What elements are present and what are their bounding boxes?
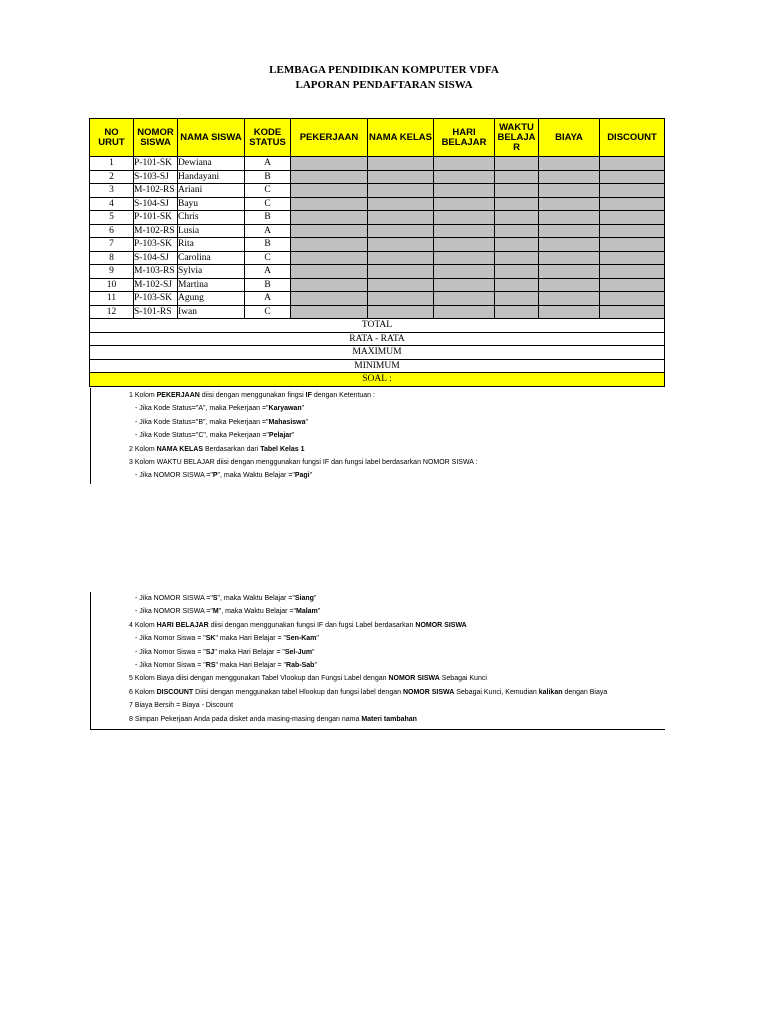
cell-biaya[interactable] <box>539 224 600 238</box>
cell-biaya[interactable] <box>539 197 600 211</box>
cell-hari-belajar[interactable] <box>434 170 495 184</box>
cell-nama-siswa[interactable]: Sylvia <box>178 265 245 279</box>
cell-no-urut[interactable]: 10 <box>90 278 134 292</box>
cell-nomor-siswa[interactable]: M-102-RS <box>134 224 178 238</box>
table-row <box>90 184 665 198</box>
average-label: RATA - RATA <box>90 332 665 346</box>
cell-discount[interactable] <box>600 211 665 225</box>
cell-nomor-siswa[interactable]: M-103-RS <box>134 265 178 279</box>
cell-waktu-belajar[interactable] <box>495 224 539 238</box>
instruction-line: 3 Kolom WAKTU BELAJAR diisi dengan menggunakan fungsi IF dan fungsi label berdasarkan NOMOR SISWA : <box>129 459 478 466</box>
cell-nama-siswa[interactable]: Handayani <box>178 170 245 184</box>
instructions-block <box>90 388 665 484</box>
minimum-row <box>90 359 665 373</box>
cell-pekerjaan[interactable] <box>291 157 368 171</box>
cell-nama-siswa[interactable]: Ariani <box>178 184 245 198</box>
cell-nama-siswa[interactable]: Chris <box>178 211 245 225</box>
cell-waktu-belajar[interactable] <box>495 238 539 252</box>
cell-waktu-belajar[interactable] <box>495 211 539 225</box>
table-row <box>90 211 665 225</box>
cell-nomor-siswa[interactable]: M-102-SJ <box>134 278 178 292</box>
cell-hari-belajar[interactable] <box>434 211 495 225</box>
cell-nama-kelas[interactable] <box>368 265 434 279</box>
cell-discount[interactable] <box>600 265 665 279</box>
col-header-nama-siswa: NAMA SISWA <box>178 119 245 157</box>
cell-nama-siswa[interactable]: Rita <box>178 238 245 252</box>
cell-kode-status[interactable]: B <box>245 170 291 184</box>
page-title: LEMBAGA PENDIDIKAN KOMPUTER VDFA <box>269 64 499 76</box>
cell-nomor-siswa[interactable]: P-101-SK <box>134 157 178 171</box>
cell-nomor-siswa[interactable]: S-104-SJ <box>134 251 178 265</box>
cell-nama-kelas[interactable] <box>368 157 434 171</box>
cell-nama-siswa[interactable]: Martina <box>178 278 245 292</box>
instruction-line: - Jika NOMOR SISWA ="P", maka Waktu Belajar ="Pagi" <box>135 472 313 480</box>
cell-no-urut[interactable]: 12 <box>90 305 134 319</box>
cell-discount[interactable] <box>600 251 665 265</box>
cell-nama-siswa[interactable]: Bayu <box>178 197 245 211</box>
cell-nama-kelas[interactable] <box>368 238 434 252</box>
cell-hari-belajar[interactable] <box>434 251 495 265</box>
instruction-line: - Jika Nomor Siswa = "SJ" maka Hari Belajar = "Sel-Jum" <box>135 648 315 656</box>
instruction-line: 8 Simpan Pekerjaan Anda pada disket anda masing-masing dengan nama Materi tambahan <box>129 715 417 723</box>
cell-kode-status[interactable]: C <box>245 251 291 265</box>
cell-biaya[interactable] <box>539 305 600 319</box>
cell-pekerjaan[interactable] <box>291 292 368 306</box>
cell-discount[interactable] <box>600 278 665 292</box>
cell-nama-kelas[interactable] <box>368 197 434 211</box>
cell-kode-status[interactable]: B <box>245 211 291 225</box>
cell-kode-status[interactable]: B <box>245 278 291 292</box>
cell-biaya[interactable] <box>539 170 600 184</box>
total-row <box>90 319 665 333</box>
cell-nomor-siswa[interactable]: S-101-RS <box>134 305 178 319</box>
cell-hari-belajar[interactable] <box>434 157 495 171</box>
instruction-line: 4 Kolom HARI BELAJAR diisi dengan menggunakan fungsi IF dan fugsi Label berdasarkan NOMOR SISWA <box>129 621 467 629</box>
cell-pekerjaan[interactable] <box>291 224 368 238</box>
cell-kode-status[interactable]: C <box>245 184 291 198</box>
cell-nomor-siswa[interactable]: M-102-RS <box>134 184 178 198</box>
table-row <box>90 251 665 265</box>
soal-label: SOAL : <box>90 373 665 387</box>
cell-pekerjaan[interactable] <box>291 211 368 225</box>
cell-waktu-belajar[interactable] <box>495 265 539 279</box>
cell-nama-siswa[interactable]: Lusia <box>178 224 245 238</box>
instructions-block-continued <box>90 592 665 730</box>
col-header-no-urut: NO URUT <box>90 119 134 157</box>
col-header-discount: DISCOUNT <box>600 119 665 157</box>
cell-waktu-belajar[interactable] <box>495 197 539 211</box>
cell-discount[interactable] <box>600 224 665 238</box>
cell-hari-belajar[interactable] <box>434 184 495 198</box>
cell-no-urut[interactable]: 8 <box>90 251 134 265</box>
cell-hari-belajar[interactable] <box>434 197 495 211</box>
table-row <box>90 278 665 292</box>
instruction-line: - Jika NOMOR SISWA ="S", maka Waktu Belajar ="Siang" <box>135 595 317 602</box>
cell-nama-kelas[interactable] <box>368 170 434 184</box>
cell-nama-siswa[interactable]: Dewiana <box>178 157 245 171</box>
cell-pekerjaan[interactable] <box>291 265 368 279</box>
cell-pekerjaan[interactable] <box>291 278 368 292</box>
instruction-line: - Jika Kode Status="B", maka Pekerjaan ="Mahasiswa" <box>135 418 308 426</box>
cell-discount[interactable] <box>600 197 665 211</box>
instruction-line: - Jika Kode Status="A", maka Pekerjaan ="Karyawan" <box>135 405 305 413</box>
maximum-label: MAXIMUM <box>90 346 665 360</box>
cell-no-urut[interactable]: 7 <box>90 238 134 252</box>
cell-waktu-belajar[interactable] <box>495 292 539 306</box>
cell-biaya[interactable] <box>539 278 600 292</box>
table-header-row <box>90 119 665 157</box>
cell-kode-status[interactable]: A <box>245 292 291 306</box>
cell-kode-status[interactable]: A <box>245 157 291 171</box>
col-header-pekerjaan: PEKERJAAN <box>291 119 368 157</box>
table-row <box>90 292 665 306</box>
soal-row <box>90 373 665 387</box>
col-header-hari-belajar: HARI BELAJAR <box>434 119 495 157</box>
cell-pekerjaan[interactable] <box>291 170 368 184</box>
cell-waktu-belajar[interactable] <box>495 170 539 184</box>
cell-hari-belajar[interactable] <box>434 224 495 238</box>
maximum-row <box>90 346 665 360</box>
cell-nomor-siswa[interactable]: P-103-SK <box>134 292 178 306</box>
cell-waktu-belajar[interactable] <box>495 184 539 198</box>
cell-biaya[interactable] <box>539 238 600 252</box>
table-body <box>90 157 665 319</box>
table-row <box>90 157 665 171</box>
instruction-line: 6 Kolom DISCOUNT Diisi dengan menggunakan tabel Hlookup dan fungsi label dengan NOMOR SISWA Sebagai Kunci, Kemudian kalikan dengan Biaya <box>129 688 608 696</box>
cell-nomor-siswa[interactable]: P-101-SK <box>134 211 178 225</box>
cell-discount[interactable] <box>600 292 665 306</box>
cell-hari-belajar[interactable] <box>434 305 495 319</box>
col-header-nama-kelas: NAMA KELAS <box>368 119 434 157</box>
cell-biaya[interactable] <box>539 251 600 265</box>
cell-no-urut[interactable]: 4 <box>90 197 134 211</box>
cell-biaya[interactable] <box>539 157 600 171</box>
table-row <box>90 265 665 279</box>
cell-nomor-siswa[interactable]: S-103-SJ <box>134 170 178 184</box>
cell-pekerjaan[interactable] <box>291 238 368 252</box>
col-header-kode-status: KODE STATUS <box>245 119 291 157</box>
cell-pekerjaan[interactable] <box>291 197 368 211</box>
page-subtitle: LAPORAN PENDAFTARAN SISWA <box>295 79 473 91</box>
instruction-line: 5 Kolom Biaya diisi dengan menggunakan Tabel Vlookup dan Fungsi Label dengan NOMOR SISWA Sebagai Kunci <box>129 675 487 683</box>
table-row <box>90 224 665 238</box>
cell-nama-siswa[interactable]: Iwan <box>178 305 245 319</box>
cell-hari-belajar[interactable] <box>434 238 495 252</box>
cell-no-urut[interactable]: 5 <box>90 211 134 225</box>
col-header-waktu-belajar: WAKTU BELAJA R <box>495 119 539 157</box>
instruction-line: 1 Kolom PEKERJAAN diisi dengan menggunakan fingsi IF dengan Ketentuan : <box>129 392 375 399</box>
cell-nama-kelas[interactable] <box>368 184 434 198</box>
cell-hari-belajar[interactable] <box>434 265 495 279</box>
cell-no-urut[interactable]: 2 <box>90 170 134 184</box>
cell-no-urut[interactable]: 1 <box>90 157 134 171</box>
cell-pekerjaan[interactable] <box>291 305 368 319</box>
cell-nomor-siswa[interactable]: P-103-SK <box>134 238 178 252</box>
cell-discount[interactable] <box>600 238 665 252</box>
table-row <box>90 197 665 211</box>
instruction-line: - Jika Nomor Siswa = "SK" maka Hari Belajar = "Sen-Kam" <box>135 635 319 643</box>
minimum-label: MINIMUM <box>90 359 665 373</box>
total-label: TOTAL <box>90 319 665 333</box>
instruction-line: - Jika Nomor Siswa = "RS" maka Hari Belajar = "Rab-Sab" <box>135 662 317 669</box>
cell-biaya[interactable] <box>539 211 600 225</box>
registration-table <box>89 118 665 387</box>
cell-biaya[interactable] <box>539 184 600 198</box>
cell-discount[interactable] <box>600 170 665 184</box>
instruction-line: 2 Kolom NAMA KELAS Berdasarkan dari Tabel Kelas 1 <box>129 445 305 453</box>
cell-nama-kelas[interactable] <box>368 292 434 306</box>
cell-biaya[interactable] <box>539 265 600 279</box>
cell-waktu-belajar[interactable] <box>495 157 539 171</box>
cell-nama-kelas[interactable] <box>368 305 434 319</box>
cell-kode-status[interactable]: B <box>245 238 291 252</box>
cell-no-urut[interactable]: 6 <box>90 224 134 238</box>
cell-hari-belajar[interactable] <box>434 292 495 306</box>
cell-pekerjaan[interactable] <box>291 184 368 198</box>
cell-waktu-belajar[interactable] <box>495 305 539 319</box>
cell-biaya[interactable] <box>539 292 600 306</box>
instruction-line: 7 Biaya Bersih = Biaya - Discount <box>129 702 234 710</box>
cell-nama-kelas[interactable] <box>368 211 434 225</box>
cell-no-urut[interactable]: 11 <box>90 292 134 306</box>
table-row <box>90 238 665 252</box>
table-row <box>90 170 665 184</box>
average-row <box>90 332 665 346</box>
cell-nama-siswa[interactable]: Agung <box>178 292 245 306</box>
cell-no-urut[interactable]: 9 <box>90 265 134 279</box>
cell-kode-status[interactable]: A <box>245 265 291 279</box>
table-row <box>90 305 665 319</box>
col-header-nomor-siswa: NOMOR SISWA <box>134 119 178 157</box>
cell-discount[interactable] <box>600 184 665 198</box>
cell-pekerjaan[interactable] <box>291 251 368 265</box>
instruction-line: - Jika NOMOR SISWA ="M", maka Waktu Belajar ="Malam" <box>135 608 321 616</box>
instruction-line: - Jika Kode Status="C", maka Pekerjaan ="Pelajar" <box>135 432 295 440</box>
col-header-biaya: BIAYA <box>539 119 600 157</box>
cell-kode-status[interactable]: C <box>245 305 291 319</box>
cell-kode-status[interactable]: A <box>245 224 291 238</box>
cell-kode-status[interactable]: C <box>245 197 291 211</box>
cell-nama-kelas[interactable] <box>368 278 434 292</box>
cell-nama-kelas[interactable] <box>368 224 434 238</box>
cell-waktu-belajar[interactable] <box>495 251 539 265</box>
cell-discount[interactable] <box>600 157 665 171</box>
cell-waktu-belajar[interactable] <box>495 278 539 292</box>
cell-nama-kelas[interactable] <box>368 251 434 265</box>
cell-nama-siswa[interactable]: Carolina <box>178 251 245 265</box>
cell-discount[interactable] <box>600 305 665 319</box>
cell-nomor-siswa[interactable]: S-104-SJ <box>134 197 178 211</box>
cell-no-urut[interactable]: 3 <box>90 184 134 198</box>
cell-hari-belajar[interactable] <box>434 278 495 292</box>
